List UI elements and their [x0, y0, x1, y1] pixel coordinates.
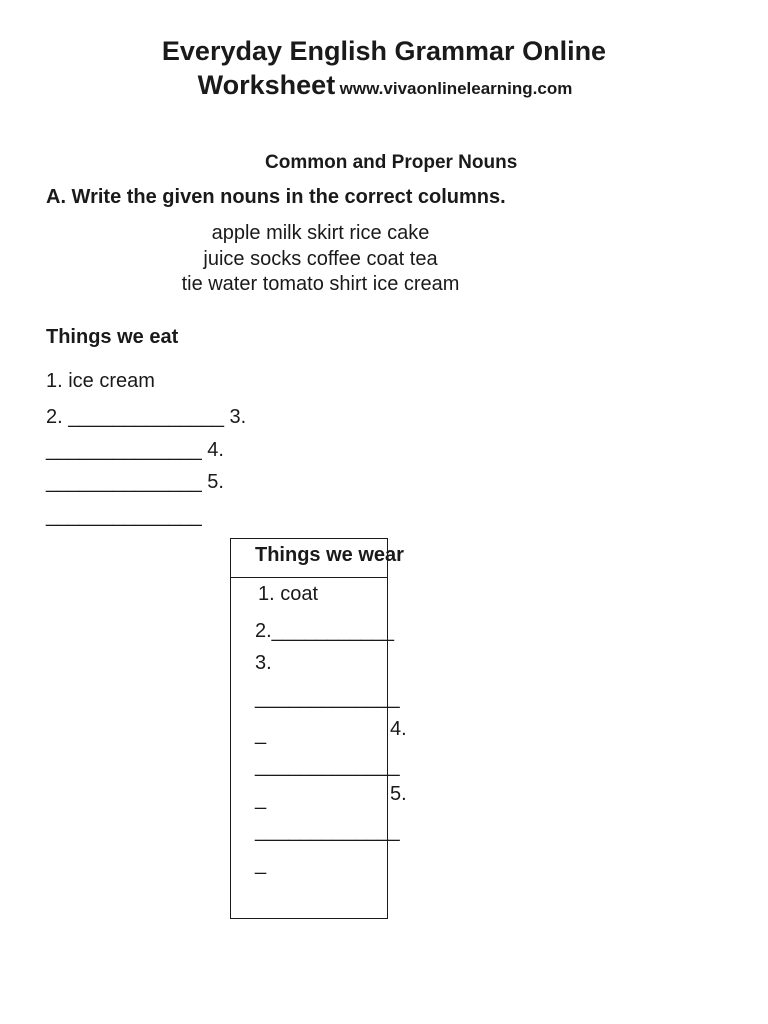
eat-answer-line: 2. ______________ 3.	[46, 406, 247, 428]
eat-answer-line: ______________	[46, 505, 202, 527]
eat-answer-line: ______________ 4.	[46, 439, 224, 461]
topic-heading: Common and Proper Nouns	[265, 152, 518, 173]
wear-answer-blank: _____________	[255, 820, 400, 842]
wear-answer-blank: _____________	[255, 755, 400, 777]
wear-answer-number: 5.	[390, 783, 407, 805]
worksheet-title: Everyday English Grammar Online	[161, 36, 607, 66]
wear-answer-dash: _	[255, 723, 267, 745]
wear-answer-dash: _	[255, 853, 267, 875]
wear-answer-line: 1. coat	[258, 583, 319, 605]
website-url: www.vivaonlinelearning.com	[339, 79, 573, 98]
things-we-eat-heading: Things we eat	[46, 326, 179, 348]
wear-answer-blank: _____________	[255, 687, 400, 709]
wear-answer-line: 2.___________	[255, 620, 395, 642]
wear-answer-line: 3.	[255, 652, 272, 674]
eat-answer-line: 1. ice cream	[46, 370, 155, 392]
word-bank-line: tie water tomato shirt ice cream	[181, 273, 460, 295]
word-bank-line: juice socks coffee coat tea	[203, 248, 438, 270]
word-bank-line: apple milk skirt rice cake	[211, 222, 430, 244]
worksheet-title-word: Worksheet	[197, 70, 336, 100]
wear-answer-dash: _	[255, 788, 267, 810]
wear-answer-number: 4.	[390, 718, 407, 740]
instruction-text: A. Write the given nouns in the correct columns.	[46, 186, 506, 208]
things-we-wear-divider	[230, 577, 387, 578]
worksheet-title-line2	[0, 68, 768, 107]
eat-answer-line: ______________ 5.	[46, 471, 224, 493]
things-we-wear-heading: Things we wear	[255, 544, 404, 566]
